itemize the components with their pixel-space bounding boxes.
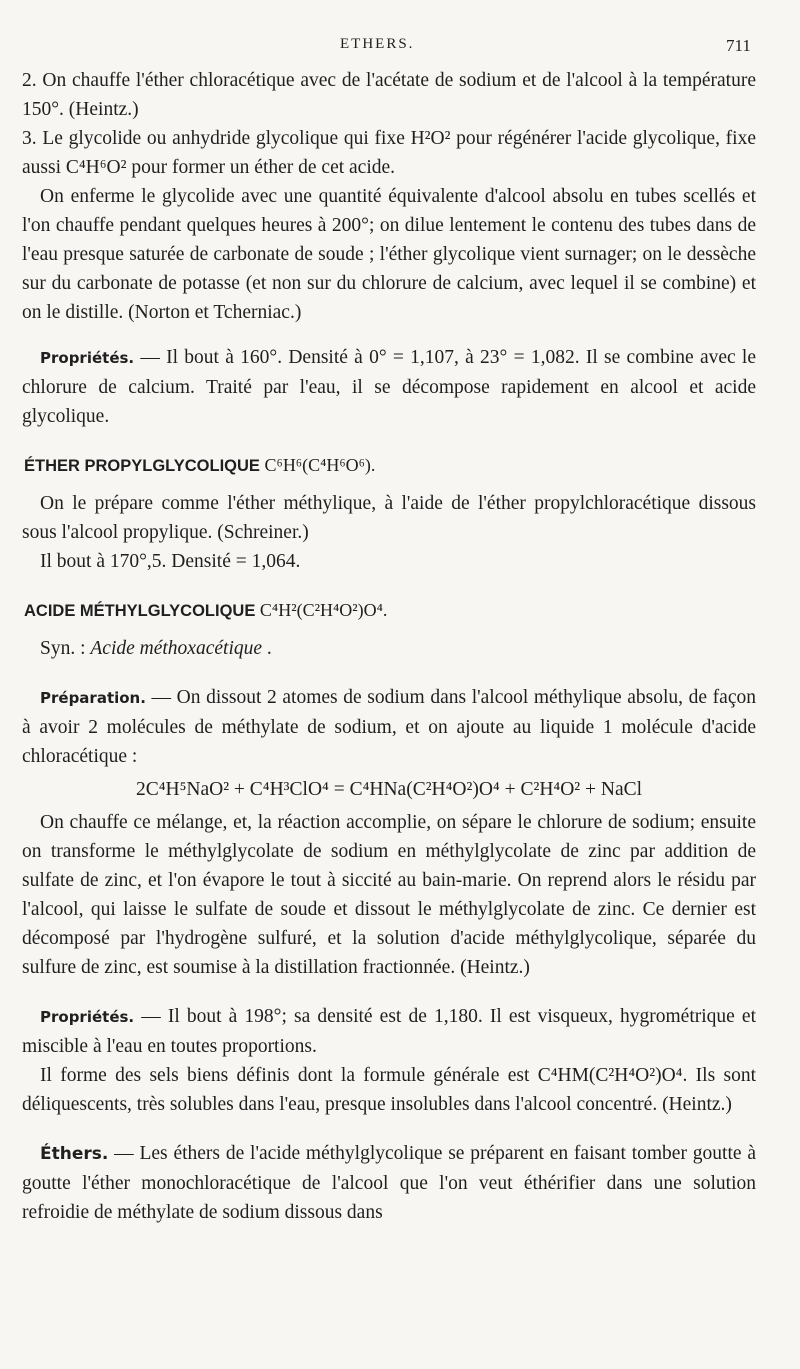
run-in-label: Préparation. <box>40 689 146 707</box>
paragraph-text: — Il bout à 198°; sa densité est de 1,180. Il est visqueux, hygrométrique et miscible à l'eau en toutes proportions. <box>22 1006 756 1057</box>
synonym-line <box>22 634 756 663</box>
heading-text: ACIDE MÉTHYLGLYCOLIQUE <box>24 602 256 620</box>
paragraph: 3. Le glycolide ou anhydride glycolique qui fixe H²O² pour régénérer l'acide glycolique, fixe aussi C⁴H⁶O² pour former un éther de cet acide. <box>22 128 756 178</box>
paragraph: On le prépare comme l'éther méthylique, à l'aide de l'éther propylchloracétique dissous sous l'alcool propylique. (Schreiner.) <box>22 493 756 543</box>
paragraph: Il forme des sels biens définis dont la formule générale est C⁴HM(C²H⁴O²)O⁴. Ils sont déliquescents, très solubles dans l'eau, presque insolubles dans l'alcool concentré. (Heintz.) <box>22 1065 756 1115</box>
running-header <box>0 34 800 64</box>
section-heading <box>24 596 756 626</box>
equation: 2C⁴H⁵NaO² + C⁴H³ClO⁴ = C⁴HNa(C²H⁴O²)O⁴ + C²H⁴O² + NaCl <box>135 779 643 800</box>
running-title: ETHERS. <box>340 36 415 52</box>
body-text <box>22 66 756 1227</box>
paragraph-text: — Il bout à 160°. Densité à 0° = 1,107, à 23° = 1,082. Il se combine avec le chlorure de calcium. Traité par l'eau, il se décompose rapidement en alcool et acide glycolique. <box>22 347 756 427</box>
page-number: 711 <box>726 36 751 55</box>
paragraph: 2. On chauffe l'éther chloracétique avec de l'acétate de sodium et de l'alcool à la température 150°. (Heintz.) <box>22 70 756 120</box>
section-heading <box>24 451 756 481</box>
paragraph-text: — On dissout 2 atomes de sodium dans l'alcool méthylique absolu, de façon à avoir 2 molécules de méthylate de sodium, et on ajoute au liquide 1 molécule d'acide chloracétique : <box>22 687 756 767</box>
heading-formula: C⁶H⁶(C⁴H⁶O⁶). <box>264 455 376 475</box>
run-in-label: Propriétés. <box>40 1008 135 1026</box>
paragraph: On enferme le glycolide avec une quantité équivalente d'alcool absolu en tubes scellés et l'on chauffe pendant quelques heures à 200°; on dilue lentement le contenu des tubes dans de l'eau presque saturée de carbonate de soude ; l'éther glycolique vient surnager; on le dessèche sur du carbonate de potasse (et non sur du chlorure de calcium, avec lequel il se combine) et on le distille. (Norton et Tcherniac.) <box>22 186 756 323</box>
paragraph: Il bout à 170°,5. Densité = 1,064. <box>40 551 301 572</box>
paragraph-text: — Les éthers de l'acide méthylglycolique se préparent en faisant tomber goutte à goutte l'éther monochloracétique de l'alcool que l'on veut éthérifier dans une solution refroidie de méthylate de sodium dissous dans <box>22 1143 756 1223</box>
paragraph <box>22 683 756 771</box>
heading-formula: C⁴H²(C²H⁴O²)O⁴. <box>259 600 388 620</box>
synonym-tail: . <box>262 638 272 659</box>
paragraph <box>22 1139 756 1227</box>
heading-text: ÉTHER PROPYLGLYCOLIQUE <box>24 457 260 475</box>
run-in-label: Éthers. <box>40 1144 109 1164</box>
synonym-name: Acide méthoxacétique <box>90 638 263 659</box>
paragraph: On chauffe ce mélange, et, la réaction accomplie, on sépare le chlorure de sodium; ensuite on transforme le méthylglycolate de sodium en méthylglycolate de zinc par addition de sulfate de zinc, et l'on évapore le tout à siccité au bain-marie. On reprend alors le résidu par l'alcool, qui laisse le sulfate de soude et dissout le méthylglycolate de zinc. Ce dernier est décomposé par l'hydrogène sulfuré, et la solution d'acide méthylglycolique, séparée du sulfure de zinc, est soumise à la distillation fractionnée. (Heintz.) <box>22 812 756 978</box>
synonym-label: Syn. : <box>40 638 91 659</box>
paragraph <box>22 1002 756 1061</box>
run-in-label: Propriétés. <box>40 349 135 367</box>
paragraph <box>22 343 756 431</box>
